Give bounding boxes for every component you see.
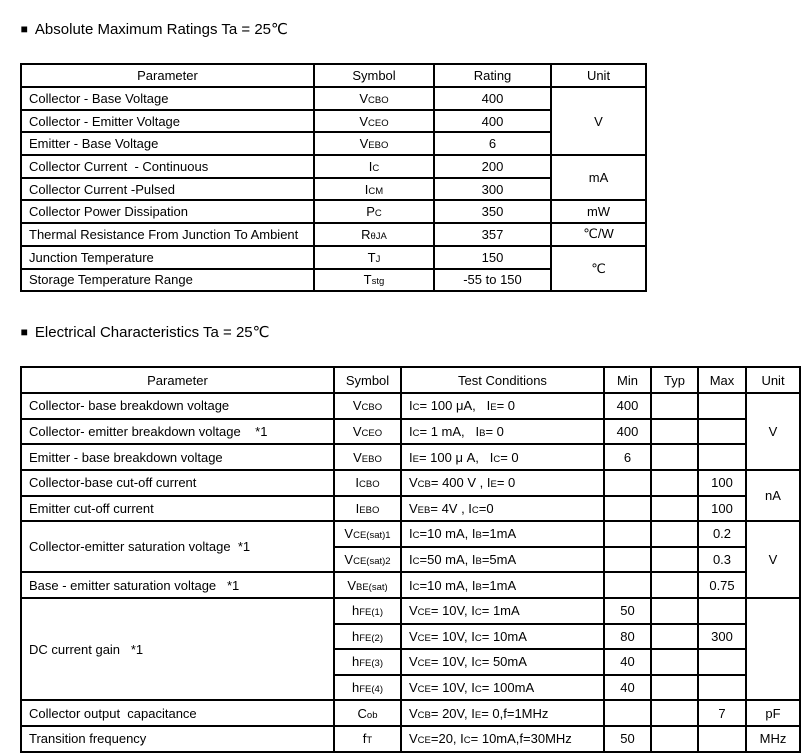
table-cell	[698, 419, 746, 445]
column-header-max: Max	[698, 367, 746, 393]
table-cell: Base - emitter saturation voltage *1	[21, 572, 334, 598]
table-body	[21, 393, 800, 751]
table-cell: hFE(2)	[334, 624, 401, 650]
table-cell: Collector- emitter breakdown voltage *1	[21, 419, 334, 445]
table-cell: V	[746, 521, 800, 598]
table-cell: Thermal Resistance From Junction To Ambient	[21, 223, 314, 246]
table-cell: VBE(sat)	[334, 572, 401, 598]
table-cell: VCE=20, IC= 10mA,f=30MHz	[401, 726, 604, 752]
subscript-text: CE(sat)2	[353, 556, 391, 568]
table-cell: 150	[434, 246, 551, 269]
subscript-text: C	[493, 453, 501, 465]
table-cell	[651, 598, 698, 624]
table-cell: Junction Temperature	[21, 246, 314, 269]
table-cell: Collector Current -Pulsed	[21, 178, 314, 201]
section-title-electrical-characteristics	[4, 306, 803, 360]
subscript-text: C	[474, 684, 482, 696]
table-row	[21, 470, 800, 496]
table-cell: Collector - Base Voltage	[21, 87, 314, 110]
subscript-text: C	[372, 162, 380, 174]
table-row	[21, 521, 800, 547]
table-cell: Transition frequency	[21, 726, 334, 752]
table-cell: 6	[604, 444, 651, 470]
subscript-text: B	[475, 530, 482, 542]
subscript-text: CB	[417, 709, 431, 721]
subscript-text: EBO	[361, 453, 382, 465]
table-cell: VCE= 10V, IC= 50mA	[401, 649, 604, 675]
column-header-unit: Unit	[551, 64, 646, 87]
subscript-text: CE	[417, 658, 431, 670]
subscript-text: C	[471, 504, 479, 516]
subscript-text: EB	[417, 504, 431, 516]
table-row	[21, 419, 800, 445]
table-header	[21, 64, 646, 87]
table-cell: 350	[434, 200, 551, 223]
table-cell	[746, 598, 800, 700]
table-cell: mW	[551, 200, 646, 223]
table-cell	[651, 547, 698, 573]
table-cell: MHz	[746, 726, 800, 752]
subscript-text: C	[474, 632, 482, 644]
column-header-symbol: Symbol	[314, 64, 434, 87]
subscript-text: C	[474, 607, 482, 619]
table-cell: 400	[434, 110, 551, 133]
subscript-text: C	[412, 581, 420, 593]
table-cell: VCE= 10V, IC= 10mA	[401, 624, 604, 650]
subscript-text: FE(2)	[359, 632, 383, 644]
table-cell: hFE(1)	[334, 598, 401, 624]
table-cell: ℃	[551, 246, 646, 291]
table-cell: IC=50 mA, IB=5mA	[401, 547, 604, 573]
table-cell: 300	[434, 178, 551, 201]
table-row	[21, 393, 800, 419]
table-cell: 50	[604, 726, 651, 752]
table-cell: IEBO	[334, 496, 401, 522]
subscript-text: C	[412, 402, 420, 414]
table-cell	[698, 675, 746, 701]
subscript-text: C	[474, 658, 482, 670]
table-cell: 400	[604, 393, 651, 419]
subscript-text: stg	[371, 276, 385, 288]
table-cell: hFE(4)	[334, 675, 401, 701]
column-header-rating: Rating	[434, 64, 551, 87]
subscript-text: CE	[417, 735, 431, 747]
table-cell: DC current gain *1	[21, 598, 334, 700]
subscript-text: CBO	[359, 479, 380, 491]
table-cell: IC=10 mA, IB=1mA	[401, 521, 604, 547]
section-title-absolute-maximum-ratings	[4, 3, 803, 57]
table-row	[21, 496, 800, 522]
subscript-text: CBO	[361, 402, 383, 414]
table-cell	[651, 470, 698, 496]
table-cell: IC	[314, 155, 434, 178]
table-row	[21, 598, 800, 624]
table-cell	[651, 624, 698, 650]
table-cell	[651, 419, 698, 445]
subscript-text: B	[475, 581, 482, 593]
table-cell	[604, 547, 651, 573]
table-cell	[604, 700, 651, 726]
subscript-text: CE	[417, 607, 431, 619]
table-cell: Storage Temperature Range	[21, 269, 314, 292]
table-cell	[698, 444, 746, 470]
subscript-text: T	[366, 735, 373, 747]
table-cell: IE= 100 μ A, IC= 0	[401, 444, 604, 470]
table-cell: V	[551, 87, 646, 155]
subscript-text: C	[412, 530, 420, 542]
table-cell: -55 to 150	[434, 269, 551, 292]
subscript-text: C	[463, 735, 471, 747]
subscript-text: E	[474, 709, 482, 721]
subscript-text: E	[490, 402, 497, 414]
table-cell: Collector Power Dissipation	[21, 200, 314, 223]
table-cell: Collector - Emitter Voltage	[21, 110, 314, 133]
table-cell: IC= 100 μA, IE= 0	[401, 393, 604, 419]
table-cell	[651, 521, 698, 547]
subscript-text: CE	[417, 684, 431, 696]
table-cell	[651, 675, 698, 701]
table-cell	[604, 496, 651, 522]
table-cell: V	[746, 393, 800, 470]
table-row	[21, 200, 646, 223]
table-row	[21, 223, 646, 246]
column-header-parameter: Parameter	[21, 64, 314, 87]
column-header-min: Min	[604, 367, 651, 393]
table-cell	[651, 649, 698, 675]
table-cell	[651, 444, 698, 470]
table-row	[21, 700, 800, 726]
subscript-text: FE(3)	[359, 658, 383, 670]
table-row	[21, 572, 800, 598]
table-cell: VEB= 4V , IC=0	[401, 496, 604, 522]
table-cell	[604, 470, 651, 496]
table-cell: 357	[434, 223, 551, 246]
table-cell: Collector output capacitance	[21, 700, 334, 726]
table-row	[21, 87, 646, 110]
table-cell	[698, 726, 746, 752]
table-cell: VCB= 400 V , IE= 0	[401, 470, 604, 496]
column-header-parameter: Parameter	[21, 367, 334, 393]
table-cell: pF	[746, 700, 800, 726]
table-cell: 6	[434, 132, 551, 155]
table-row	[21, 726, 800, 752]
table-cell: Collector Current - Continuous	[21, 155, 314, 178]
subscript-text: B	[479, 428, 486, 440]
table-cell: ICM	[314, 178, 434, 201]
table-cell: PC	[314, 200, 434, 223]
table-cell: Collector-base cut-off current	[21, 470, 334, 496]
table-cell: Cob	[334, 700, 401, 726]
table-cell: 50	[604, 598, 651, 624]
table-cell: 400	[434, 87, 551, 110]
table-row	[21, 444, 800, 470]
table-cell	[698, 649, 746, 675]
column-header-typ: Typ	[651, 367, 698, 393]
table-cell: 0.2	[698, 521, 746, 547]
table-cell: Emitter - Base Voltage	[21, 132, 314, 155]
table-cell: Tstg	[314, 269, 434, 292]
table-cell: VCBO	[334, 393, 401, 419]
table-cell: 80	[604, 624, 651, 650]
table-cell	[651, 496, 698, 522]
table-cell: ℃/W	[551, 223, 646, 246]
table-cell: 100	[698, 470, 746, 496]
table-cell	[651, 393, 698, 419]
section-title-text: Electrical Characteristics Ta = 25℃	[34, 324, 270, 342]
subscript-text: BE(sat)	[355, 581, 388, 593]
subscript-text: FE(1)	[359, 607, 383, 619]
subscript-text: CM	[368, 185, 384, 197]
table-cell	[651, 572, 698, 598]
table-cell: VEBO	[314, 132, 434, 155]
column-header-test-conditions: Test Conditions	[401, 367, 604, 393]
table-cell	[698, 598, 746, 624]
table-cell: RθJA	[314, 223, 434, 246]
subscript-text: C	[412, 428, 420, 440]
subscript-text: CBO	[368, 94, 389, 106]
table-cell: 200	[434, 155, 551, 178]
subscript-text: CE	[417, 632, 431, 644]
table-cell: fT	[334, 726, 401, 752]
table-cell: VCB= 20V, IE= 0,f=1MHz	[401, 700, 604, 726]
absolute-maximum-ratings-table	[20, 63, 647, 292]
table-header	[21, 367, 800, 393]
table-cell: Collector-emitter saturation voltage *1	[21, 521, 334, 572]
table-cell: Collector- base breakdown voltage	[21, 393, 334, 419]
subscript-text: FE(4)	[359, 684, 383, 696]
table-cell	[604, 521, 651, 547]
subscript-text: θJA	[370, 230, 387, 242]
table-cell: VCE(sat)2	[334, 547, 401, 573]
table-cell	[651, 700, 698, 726]
table-cell: VCE= 10V, IC= 1mA	[401, 598, 604, 624]
table-cell: Emitter - base breakdown voltage	[21, 444, 334, 470]
column-header-unit: Unit	[746, 367, 800, 393]
table-cell: ICBO	[334, 470, 401, 496]
table-cell: mA	[551, 155, 646, 200]
table-cell: 40	[604, 649, 651, 675]
column-header-symbol: Symbol	[334, 367, 401, 393]
electrical-characteristics-table	[20, 366, 801, 752]
subscript-text: C	[412, 556, 420, 568]
table-cell: hFE(3)	[334, 649, 401, 675]
table-cell: nA	[746, 470, 800, 521]
table-cell: VCEO	[314, 110, 434, 133]
table-cell: 0.75	[698, 572, 746, 598]
table-cell: 400	[604, 419, 651, 445]
subscript-text: E	[490, 479, 497, 491]
table-body	[21, 87, 646, 291]
table-cell: VCE(sat)1	[334, 521, 401, 547]
subscript-text: E	[412, 453, 419, 465]
table-cell: VCE= 10V, IC= 100mA	[401, 675, 604, 701]
table-cell: 300	[698, 624, 746, 650]
table-cell: 100	[698, 496, 746, 522]
table-cell: Emitter cut-off current	[21, 496, 334, 522]
table-cell: 7	[698, 700, 746, 726]
subscript-text: CB	[417, 479, 431, 491]
square-bullet-icon: ■	[20, 325, 28, 340]
subscript-text: B	[475, 556, 482, 568]
table-cell	[604, 572, 651, 598]
subscript-text: ob	[366, 709, 378, 721]
subscript-text: EBO	[359, 504, 380, 516]
table-row	[21, 246, 646, 269]
header-row	[21, 64, 646, 87]
table-cell: VEBO	[334, 444, 401, 470]
table-cell: 40	[604, 675, 651, 701]
table-cell: TJ	[314, 246, 434, 269]
subscript-text: CEO	[368, 117, 389, 129]
table-cell	[698, 393, 746, 419]
subscript-text: CE(sat)1	[353, 530, 391, 542]
table-cell	[651, 726, 698, 752]
table-cell: 0.3	[698, 547, 746, 573]
subscript-text: J	[375, 253, 381, 265]
table-row	[21, 155, 646, 178]
section-title-text: Absolute Maximum Ratings Ta = 25℃	[34, 21, 288, 38]
table-cell: IC=10 mA, IB=1mA	[401, 572, 604, 598]
subscript-text: CEO	[361, 428, 383, 440]
table-cell: IC= 1 mA, IB= 0	[401, 419, 604, 445]
square-bullet-icon: ■	[20, 22, 28, 36]
header-row	[21, 367, 800, 393]
table-cell: VCBO	[314, 87, 434, 110]
subscript-text: EBO	[368, 140, 389, 152]
subscript-text: C	[374, 208, 382, 220]
table-cell: VCEO	[334, 419, 401, 445]
